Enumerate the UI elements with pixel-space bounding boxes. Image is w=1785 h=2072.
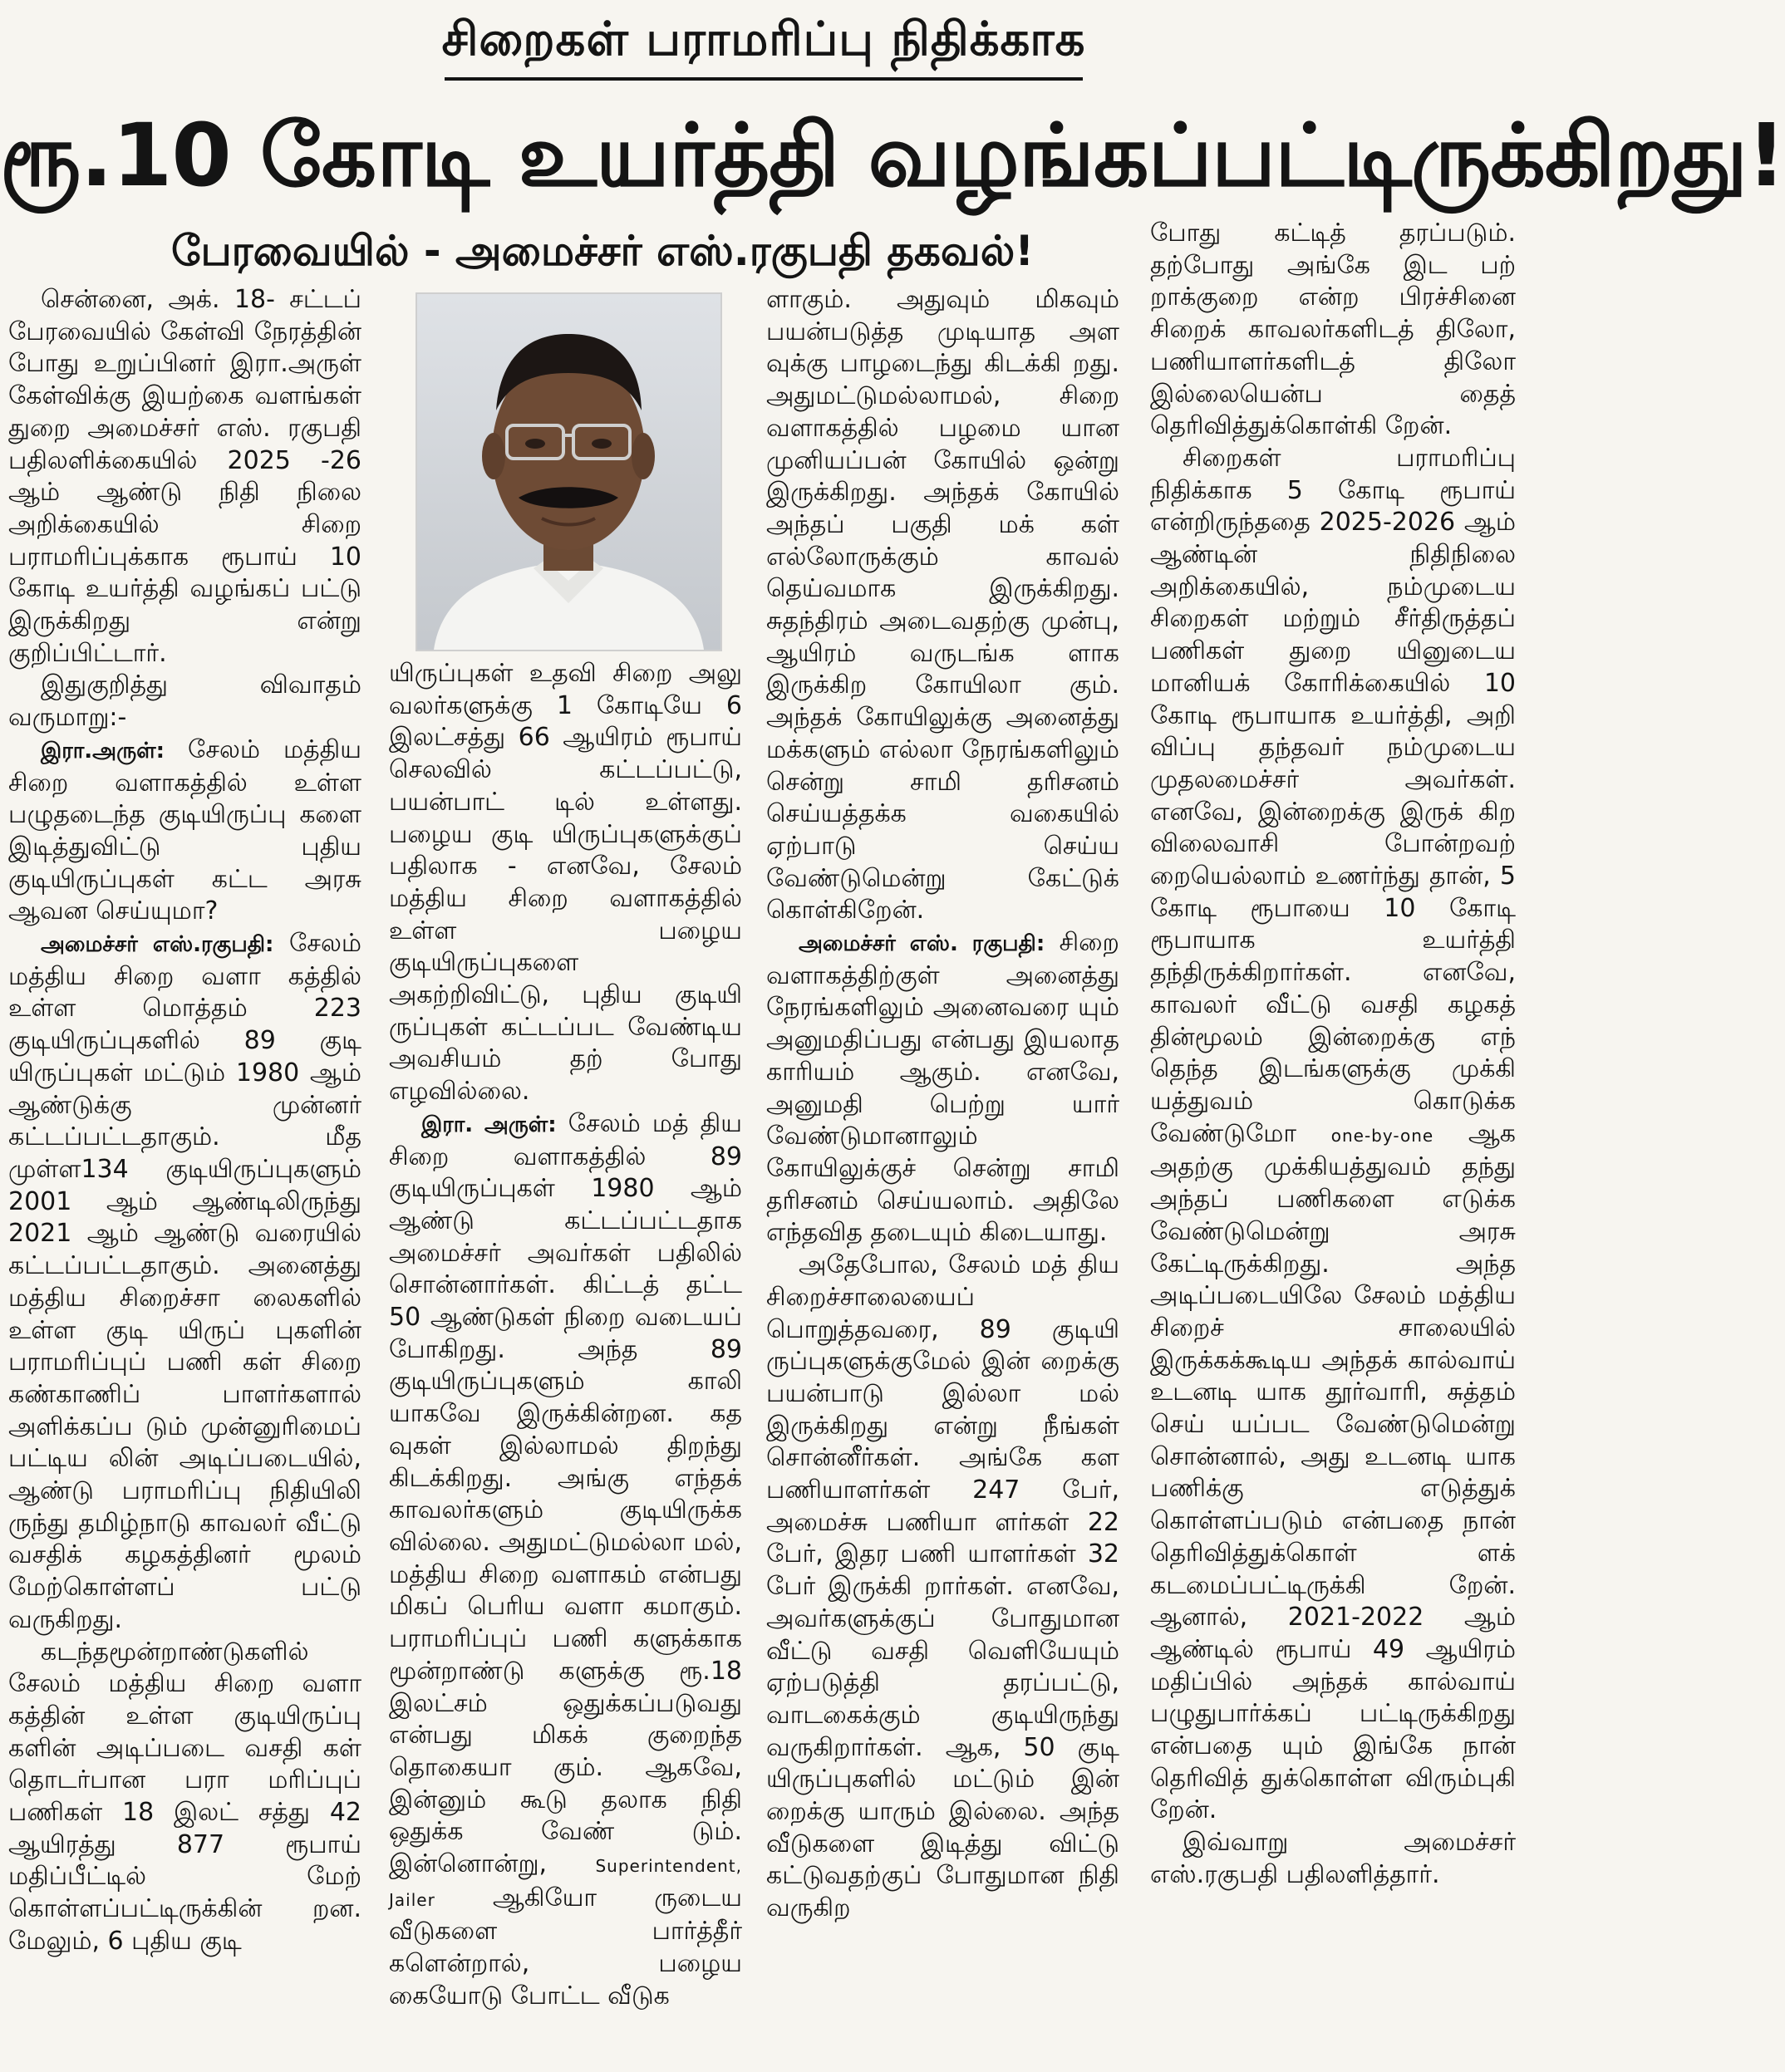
speaker-label: இரா.அருள்: bbox=[41, 738, 165, 763]
paragraph: இதுகுறித்து விவாதம் வருமாறு:- bbox=[8, 670, 361, 733]
paragraph bbox=[389, 1108, 742, 2013]
paragraph-text: சேலம் மத் திய சிறை வளாகத்தில் 89 குடியிருப்புகள் 1980 ஆம் ஆண்டு கட்டப்பட்டதாக அமைச்சர் அவர்கள் பதிலில் சொன்னார்கள். கிட்டத் தட்ட 50 ஆண்டுகள் நிறை வடையப் போகிறது. அந்த 89 குடியிருப்புகளும் காலி யாகவே இருக்கின்றன. கத வுகள் இல்லாமல் திறந்து கிடக்கிறது. அங்கு எந்தக் காவலர்களும் குடியிருக்க வில்லை. அதுமட்டுமல்லா மல், மத்திய சிறை வளாகம் என்பது மிகப் பெரிய வளா கமாகும். பராமரிப்புப் பணி களுக்காக மூன்றாண்டு களுக்கு ரூ.18 இலட்சம் ஒதுக்கப்படுவது என்பது மிகக் குறைந்த தொகையா கும். ஆகவே, இன்னும் கூடு தலாக நிதி ஒதுக்க வேண் டும். இன்னொன்று, bbox=[389, 1108, 742, 1879]
paragraph: அதேபோல, சேலம் மத் திய சிறைச்சாலையைப் பொறுத்தவரை, 89 குடியி ருப்புகளுக்குமேல் இன் றைக்கு பயன்பாடு இல்லா மல் இருக்கிறது என்று நீங்கள் சொன்னீர்கள். அங்கே கள பணியாளர்கள் 247 பேர், அமைச்சு பணியா ளர்கள் 22 பேர், இதர பணி யாளர்கள் 32 பேர் இருக்கி றார்கள். எனவே, அவர்களுக்குப் போதுமான வீட்டு வசதி வெளியேயும் ஏற்படுத்தி தரப்பட்டு, வாடகைக்கும் குடியிருந்து வருகிறார்கள். ஆக, 50 குடி யிருப்புகளில் மட்டும் இன் றைக்கு யாரும் இல்லை. அந்த வீடுகளை இடித்து விட்டு கட்டுவதற்குப் போதுமான நிதி வருகிற bbox=[766, 1250, 1119, 1923]
main-headline: ரூ.10 கோடி உயர்த்தி வழங்கப்பட்டிருக்கிறது! bbox=[0, 105, 1785, 206]
english-term: Superintendent, Jailer bbox=[389, 1856, 742, 1910]
kicker-underline bbox=[445, 77, 1083, 81]
article-column-3 bbox=[766, 284, 1119, 2070]
speaker-label: அமைச்சர் எஸ்.ரகுபதி: bbox=[41, 932, 274, 958]
paragraph-text: சிறைகள் பராமரிப்பு நிதிக்காக 5 கோடி ரூபாய் என்றிருந்ததை 2025-2026 ஆம் ஆண்டின் நிதிநிலை அறிக்கையில், நம்முடைய சிறைகள் மற்றும் சீர்திருத்தப் பணிகள் துறை யினுடைய மானியக் கோரிக்கையில் 10 கோடி ரூபாயாக உயர்த்தி, அறி விப்பு தந்தவர் நம்முடைய முதலமைச்சர் அவர்கள். எனவே, இன்றைக்கு இருக் கிற விலைவாசி போன்றவற் றையெல்லாம் உணர்ந்து தான், 5 கோடி ரூபாயை 10 கோடி ரூபாயாக உயர்த்தி தந்திருக்கிறார்கள். எனவே, காவலர் வீட்டு வசதி கழகத் தின்மூலம் இன்றைக்கு எந் தெந்த இடங்களுக்கு முக்கி யத்துவம் கொடுக்க வேண்டுமோ bbox=[1150, 443, 1516, 1148]
paragraph bbox=[8, 928, 361, 1636]
article-column-2 bbox=[389, 658, 742, 2070]
paragraph bbox=[8, 734, 361, 928]
speaker-label: இரா. அருள்: bbox=[421, 1112, 557, 1137]
paragraph-text: சிறை வளாகத்திற்குள் அனைத்து நேரங்களிலும் அனைவரை யும் அனுமதிப்பது என்பது இயலாத காரியம் ஆகும். எனவே, அனுமதி பெற்று யார் வேண்டுமானாலும் கோயிலுக்குச் சென்று சாமி தரிசனம் செய்யலாம். அதிலே எந்தவித தடையும் கிடையாது. bbox=[766, 928, 1119, 1248]
paragraph: இவ்வாறு அமைச்சர் எஸ்.ரகுபதி பதிலளித்தார். bbox=[1150, 1828, 1516, 1889]
kicker-headline: சிறைகள் பராமரிப்பு நிதிக்காக bbox=[441, 12, 1086, 66]
speaker-label: அமைச்சர் எஸ். ரகுபதி: bbox=[799, 931, 1045, 957]
paragraph: ளாகும். அதுவும் மிகவும் பயன்படுத்த முடியாத அள வுக்கு பாழடைந்து கிடக்கி றது. அதுமட்டுமல்லாமல், சிறை வளாகத்தில் பழமை யான முனியப்பன் கோயில் ஒன்று இருக்கிறது. அந்தக் கோயில் அந்தப் பகுதி மக் கள் எல்லோருக்கும் காவல் தெய்வமாக இருக்கிறது. சுதந்திரம் அடைவதற்கு முன்பு, ஆயிரம் வருடங்க ளாக இருக்கிற கோயிலா கும். அந்தக் கோயிலுக்கு அனைத்து மக்களும் எல்லா நேரங்களிலும் சென்று சாமி தரிசனம் செய்யத்தக்க வகையில் ஏற்பாடு செய்ய வேண்டுமென்று கேட்டுக் கொள்கிறேன். bbox=[766, 285, 1119, 926]
paragraph bbox=[1150, 443, 1516, 1827]
article-column-1 bbox=[8, 284, 361, 2070]
paragraph: சென்னை, அக். 18- சட்டப் பேரவையில் கேள்வி நேரத்தின் போது உறுப்பினர் இரா.அருள் கேள்விக்கு இயற்கை வளங்கள் துறை அமைச்சர் எஸ். ரகுபதி பதிலளிக்கையில் 2025 -26 ஆம் ஆண்டு நிதி நிலை அறிக்கையில் சிறை பராமரிப்புக்காக ரூபாய் 10 கோடி உயர்த்தி வழங்கப் பட்டு இருக்கிறது என்று குறிப்பிட்டார். bbox=[8, 285, 361, 668]
paragraph: கடந்தமூன்றாண்டுகளில் சேலம் மத்திய சிறை வளா கத்தின் உள்ள குடியிருப்பு களின் அடிப்படை வசதி கள் தொடர்பான பரா மரிப்புப் பணிகள் 18 இலட் சத்து 42 ஆயிரத்து 877 ரூபாய் மதிப்பீட்டில் மேற் கொள்ளப்பட்டிருக்கின் றன. மேலும், 6 புதிய குடி bbox=[8, 1637, 361, 1956]
paragraph: போது கட்டித் தரப்படும். தற்போது அங்கே இட பற் றாக்குறை என்ற பிரச்சினை சிறைக் காவலர்களிடத் திலோ, பணியாளர்களிடத் திலோ இல்லையென்ப தைத் தெரிவித்துக்கொள்கி றேன். bbox=[1150, 218, 1516, 441]
english-term: one-by-one bbox=[1330, 1125, 1434, 1146]
article-column-4 bbox=[1150, 218, 1516, 2070]
paragraph-text: ஆக அதற்கு முக்கியத்துவம் தந்து அந்தப் பணிகளை எடுக்க வேண்டுமென்று அரசு கேட்டிருக்கிறது. அந்த அடிப்படையிலே சேலம் மத்திய சிறைச் சாலையில் இருக்கக்கூடிய அந்தக் கால்வாய் உடனடி யாக தூர்வாரி, சுத்தம் செய் யப்பட வேண்டுமென்று சொன்னால், அது உடனடி யாக பணிக்கு எடுத்துக் கொள்ளப்படும் என்பதை நான் தெரிவித்துக்கொள் ளக் கடமைப்பட்டிருக்கி றேன். ஆனால், 2021-2022 ஆம் ஆண்டில் ரூபாய் 49 ஆயிரம் மதிப்பில் அந்தக் கால்வாய் பழுதுபார்க்கப் பட்டிருக்கிறது என்பதை யும் இங்கே நான் தெரிவித் துக்கொள்ள விரும்புகி றேன். bbox=[1150, 1118, 1516, 1825]
paragraph: யிருப்புகள் உதவி சிறை அலு வலர்களுக்கு 1 கோடியே 6 இலட்சத்து 66 ஆயிரம் ரூபாய் செலவில் கட்டப்பட்டு, பயன்பாட் டில் உள்ளது. பழைய குடி யிருப்புகளுக்குப் பதிலாக - எனவே, சேலம் மத்திய சிறை வளாகத்தில் உள்ள பழைய குடியிருப்புகளை அகற்றிவிட்டு, புதிய குடியி ருப்புகள் கட்டப்பட வேண்டிய அவசியம் தற் போது எழவில்லை. bbox=[389, 659, 742, 1107]
paragraph-text: சேலம் மத்திய சிறை வளாகத்தில் உள்ள பழுதடைந்த குடியிருப்பு களை இடித்துவிட்டு புதிய குடியிருப்புகள் கட்ட அரசு ஆவன செய்யுமா? bbox=[8, 734, 361, 926]
portrait-illustration bbox=[417, 294, 720, 650]
paragraph bbox=[766, 927, 1119, 1250]
paragraph-text: ஆகியோ ருடைய வீடுகளை பார்த்தீர் களென்றால், பழைய கையோடு போட்ட வீடுக bbox=[389, 1883, 742, 2011]
paragraph-text: சேலம் மத்திய சிறை வளா கத்தில் உள்ள மொத்தம் 223 குடியிருப்புகளில் 89 குடி யிருப்புகள் மட்டும் 1980 ஆம் ஆண்டுக்கு முன்னர் கட்டப்பட்டதாகும். மீத முள்ள134 குடியிருப்புகளும் 2001 ஆம் ஆண்டிலிருந்து 2021 ஆம் ஆண்டு வரையில் கட்டப்பட்டதாகும். அனைத்து மத்திய சிறைச்சா லைகளில் உள்ள குடி யிருப் புகளின் பராமரிப்புப் பணி கள் சிறை கண்காணிப் பாளர்களால் அளிக்கப்ப டும் முன்னுரிமைப் பட்டிய லின் அடிப்படையில், ஆண்டு பராமரிப்பு நிதியிலி ருந்து தமிழ்நாடு காவலர் வீட்டு வசதிக் கழகத்தினர் மூலம் மேற்கொள்ளப் பட்டு வருகிறது. bbox=[8, 929, 361, 1634]
minister-photo bbox=[416, 292, 722, 651]
sub-headline: பேரவையில் - அமைச்சர் எஸ்.ரகுபதி தகவல்! bbox=[170, 227, 1035, 275]
